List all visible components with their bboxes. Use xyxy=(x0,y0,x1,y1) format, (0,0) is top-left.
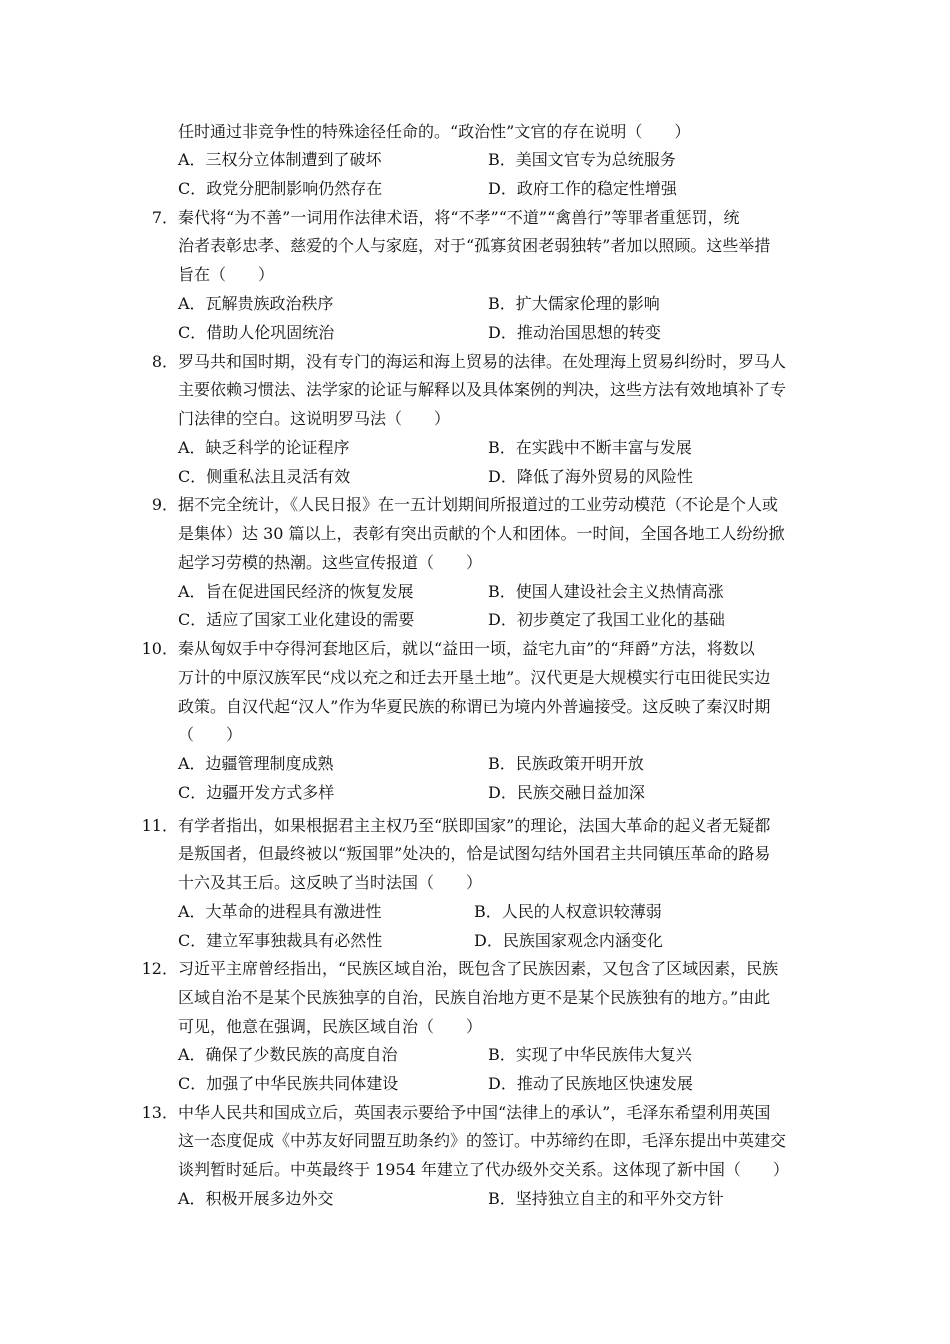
question-8-line-3: 门法律的空白。这说明罗马法（ ） xyxy=(178,409,451,428)
question-10-option-c[interactable]: C．边疆开发方式多样 xyxy=(178,783,335,802)
question-13-line-3: 谈判暂时延后。中英最终于 1954 年建立了代办级外交关系。这体现了新中国（ ） xyxy=(178,1160,789,1179)
question-11-option-a[interactable]: A．大革命的进程具有激进性 xyxy=(178,902,382,921)
question-9-line-2: 是集体）达 30 篇以上，表彰有突出贡献的个人和团体。一时间，全国各地工人纷纷掀 xyxy=(178,524,785,543)
question-7-line-3: 旨在（ ） xyxy=(178,265,275,284)
question-10-option-d[interactable]: D．民族交融日益加深 xyxy=(488,783,645,802)
question-12-option-c[interactable]: C．加强了中华民族共同体建设 xyxy=(178,1074,399,1093)
question-9-option-c[interactable]: C．适应了国家工业化建设的需要 xyxy=(178,610,415,629)
question-6-option-b[interactable]: B．美国文官专为总统服务 xyxy=(488,150,676,169)
question-10-number: 10． xyxy=(141,639,178,658)
question-12-option-b[interactable]: B．实现了中华民族伟大复兴 xyxy=(488,1045,692,1064)
question-13-option-a[interactable]: A．积极开展多边外交 xyxy=(178,1189,334,1208)
question-8-number: 8． xyxy=(151,352,178,371)
question-9-option-d[interactable]: D．初步奠定了我国工业化的基础 xyxy=(488,610,725,629)
question-7-number: 7． xyxy=(151,208,178,227)
question-10-option-a[interactable]: A．边疆管理制度成熟 xyxy=(178,754,334,773)
question-8-option-d[interactable]: D．降低了海外贸易的风险性 xyxy=(488,467,693,486)
question-13-line-2: 这一态度促成《中苏友好同盟互助条约》的签订。中苏缔约在即，毛泽东提出中英建交 xyxy=(178,1131,787,1150)
question-13-line-1: 中华人民共和国成立后，英国表示要给予中国“法律上的承认”，毛泽东希望利用英国 xyxy=(178,1103,771,1122)
question-10-line-3: 政策。自汉代起“汉人”作为华夏民族的称谓已为境内外普遍接受。这反映了秦汉时期 xyxy=(178,697,771,716)
question-9-option-b[interactable]: B．使国人建设社会主义热情高涨 xyxy=(488,582,724,601)
question-9-line-1: 据不完全统计，《人民日报》在一五计划期间所报道过的工业劳动模范（不论是个人或 xyxy=(178,495,779,514)
question-6-tail: 任时通过非竞争性的特殊途径任命的。“政治性”文官的存在说明（ ） xyxy=(178,122,691,141)
question-11-line-2: 是叛国者，但最终被以“叛国罪”处决的，恰是试图勾结外国君主共同镇压革命的路易 xyxy=(178,844,771,863)
question-11-option-d[interactable]: D．民族国家观念内涵变化 xyxy=(474,931,663,950)
question-10-line-1: 秦从匈奴手中夺得河套地区后，就以“益田一顷，益宅九亩”的“拜爵”方法，将数以 xyxy=(178,639,755,658)
question-12-number: 12． xyxy=(141,959,178,978)
question-6-option-c[interactable]: C．政党分肥制影响仍然存在 xyxy=(178,179,383,198)
question-11-line-3: 十六及其王后。这反映了当时法国（ ） xyxy=(178,873,483,892)
question-7-option-c[interactable]: C．借助人伦巩固统治 xyxy=(178,323,335,342)
question-13-number: 13． xyxy=(141,1103,178,1122)
question-12-line-1: 习近平主席曾经指出，“民族区域自治，既包含了民族因素，又包含了区域因素，民族 xyxy=(178,959,779,978)
question-12-line-3: 可见，他意在强调，民族区域自治（ ） xyxy=(178,1017,483,1036)
question-8-line-1: 罗马共和国时期，没有专门的海运和海上贸易的法律。在处理海上贸易纠纷时，罗马人 xyxy=(178,352,787,371)
question-11-option-c[interactable]: C．建立军事独裁具有必然性 xyxy=(178,931,383,950)
question-10-line-2: 万计的中原汉族军民“戍以充之和迁去开垦土地”。汉代更是大规模实行屯田徙民实边 xyxy=(178,668,771,687)
question-7-option-d[interactable]: D．推动治国思想的转变 xyxy=(488,323,661,342)
question-10-line-4: （ ） xyxy=(178,725,243,744)
question-13-option-b[interactable]: B．坚持独立自主的和平外交方针 xyxy=(488,1189,724,1208)
question-11-number: 11． xyxy=(141,816,178,835)
question-7-option-a[interactable]: A．瓦解贵族政治秩序 xyxy=(178,294,334,313)
question-8-option-c[interactable]: C．侧重私法且灵活有效 xyxy=(178,467,351,486)
question-7-line-2: 治者表彰忠孝、慈爱的个人与家庭，对于“孤寡贫困老弱独转”者加以照顾。这些举措 xyxy=(178,236,771,255)
question-11-line-1: 有学者指出，如果根据君主主权乃至“朕即国家”的理论，法国大革命的起义者无疑都 xyxy=(178,816,771,835)
question-7-option-b[interactable]: B．扩大儒家伦理的影响 xyxy=(488,294,660,313)
question-6-option-a[interactable]: A．三权分立体制遭到了破坏 xyxy=(178,150,382,169)
question-9-option-a[interactable]: A．旨在促进国民经济的恢复发展 xyxy=(178,582,414,601)
question-8-option-b[interactable]: B．在实践中不断丰富与发展 xyxy=(488,438,692,457)
question-10-option-b[interactable]: B．民族政策开明开放 xyxy=(488,754,644,773)
question-12-option-a[interactable]: A．确保了少数民族的高度自治 xyxy=(178,1045,398,1064)
question-8-line-2: 主要依赖习惯法、法学家的论证与解释以及具体案例的判决，这些方法有效地填补了专 xyxy=(178,380,787,399)
question-7-line-1: 秦代将“为不善”一词用作法律术语，将“不孝”“不道”“禽兽行”等罪者重惩罚，统 xyxy=(178,208,740,227)
question-12-option-d[interactable]: D．推动了民族地区快速发展 xyxy=(488,1074,693,1093)
question-12-line-2: 区域自治不是某个民族独享的自治，民族自治地方更不是某个民族独有的地方。”由此 xyxy=(178,988,771,1007)
question-9-number: 9． xyxy=(151,495,178,514)
question-9-line-3: 起学习劳模的热潮。这些宣传报道（ ） xyxy=(178,553,483,572)
question-8-option-a[interactable]: A．缺乏科学的论证程序 xyxy=(178,438,350,457)
question-11-option-b[interactable]: B．人民的人权意识较薄弱 xyxy=(474,902,662,921)
question-6-option-d[interactable]: D．政府工作的稳定性增强 xyxy=(488,179,677,198)
